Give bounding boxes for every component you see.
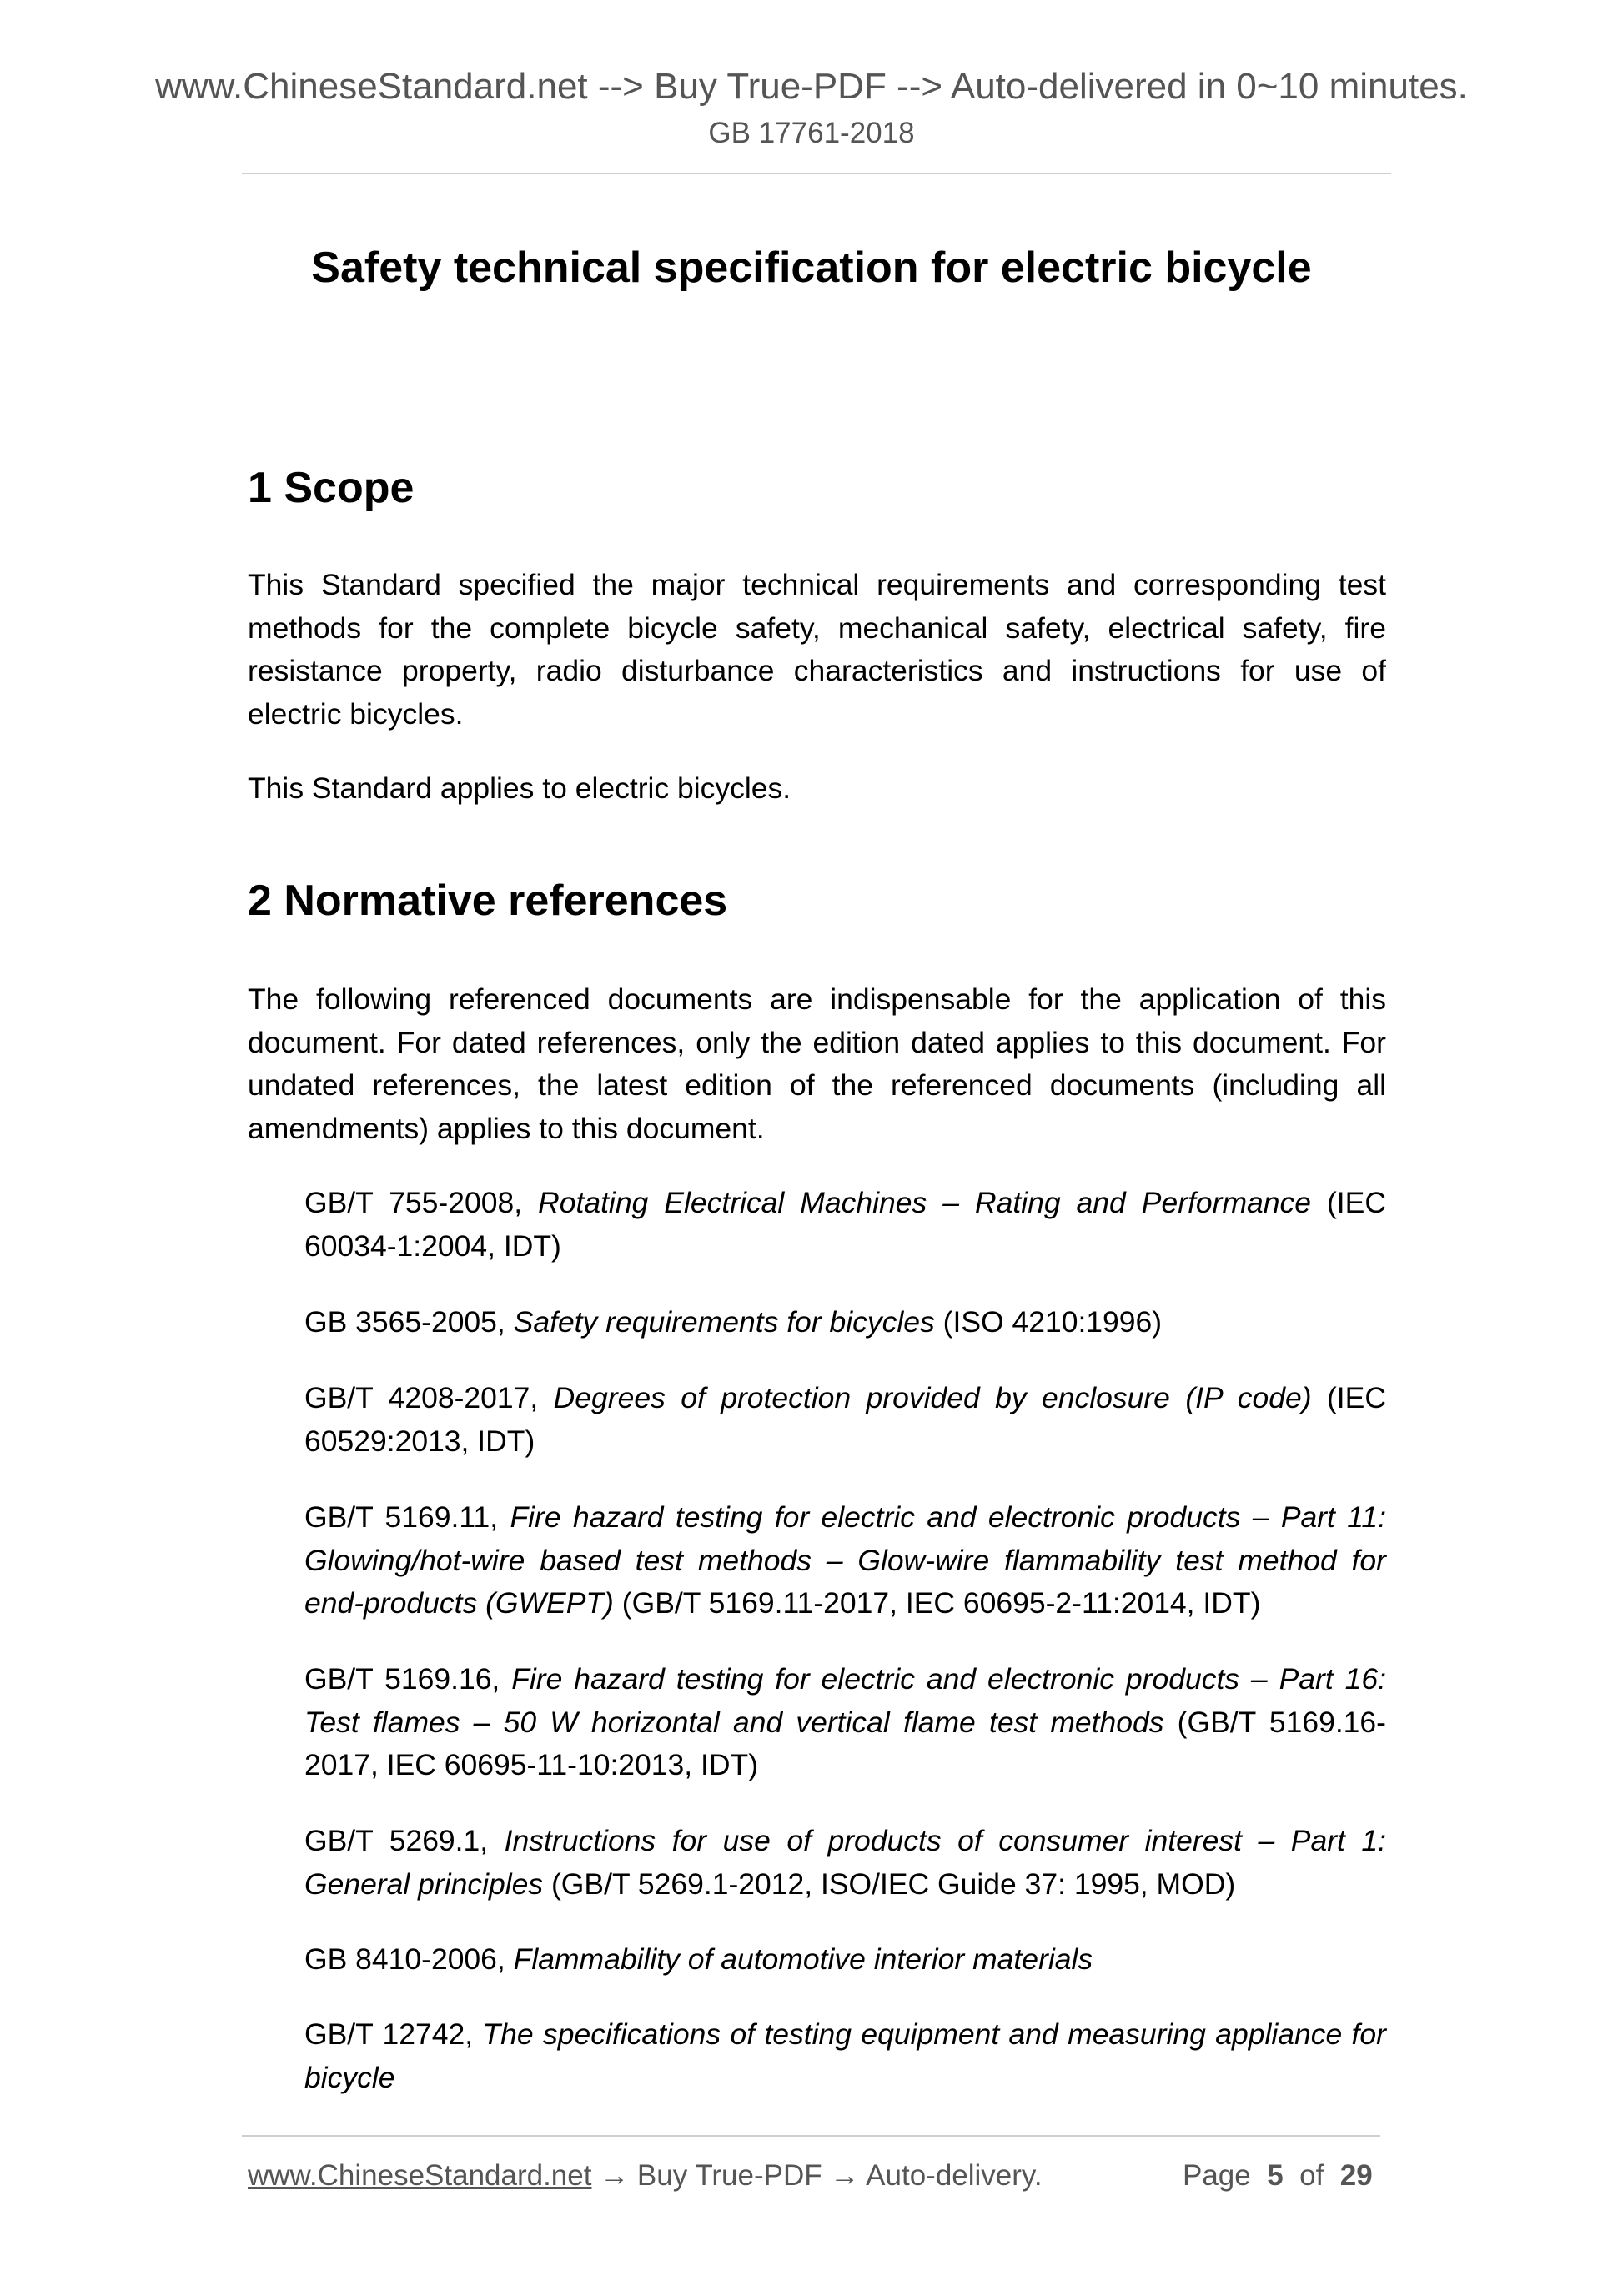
- document-title: Safety technical specification for electric bicycle: [311, 244, 1312, 292]
- reference-title: Fire hazard testing for electric and electronic products – Part 16: Test flames – 50 W horizontal and vertical flame test methods: [304, 1662, 1386, 1739]
- header-site-line: www.ChineseStandard.net --> Buy True-PDF --> Auto-delivered in 0~10 minutes.: [155, 66, 1468, 107]
- section-heading-normative-references: 2 Normative references: [248, 877, 728, 925]
- footer-promo: [248, 2157, 1043, 2195]
- footer-site-link[interactable]: www.ChineseStandard.net: [248, 2159, 592, 2192]
- reference-code: GB/T 12742,: [304, 2017, 483, 2051]
- header-standard-id: GB 17761-2018: [708, 117, 915, 149]
- reference-title: Fire hazard testing for electric and electronic products – Part 11: Glowing/hot-wire based test methods – Glow-wire flammability test method for end-products (GWEPT): [304, 1500, 1386, 1620]
- page-of-label: of: [1299, 2159, 1324, 2192]
- reference-title: Safety requirements for bicycles: [513, 1305, 935, 1339]
- reference-title: Degrees of protection provided by enclosure (IP code): [553, 1381, 1312, 1414]
- reference-item-gb-8410: [304, 1938, 1386, 1982]
- reference-code: GB 8410-2006,: [304, 1942, 514, 1976]
- reference-title: Instructions for use of products of consumer interest – Part 1: General principles: [304, 1824, 1386, 1901]
- footer-divider: [242, 2135, 1380, 2137]
- page-label: Page: [1183, 2159, 1251, 2192]
- references-intro-paragraph: The following referenced documents are indispensable for the application of this document. For dated references, only the edition dated applies to this document. For undated references, the latest edition of the referenced documents (including all amendments) applies to this document.: [248, 982, 1386, 1145]
- page-current: 5: [1267, 2159, 1284, 2192]
- reference-code: GB/T 4208-2017,: [304, 1381, 554, 1414]
- reference-code: GB/T 5269.1,: [304, 1824, 505, 1857]
- reference-code: GB/T 5169.11,: [304, 1500, 510, 1534]
- reference-note: (GB/T 5269.1-2012, ISO/IEC Guide 37: 1995, MOD): [543, 1866, 1236, 1901]
- reference-title: Rotating Electrical Machines – Rating and Performance: [538, 1186, 1311, 1219]
- reference-code: GB/T 5169.16,: [304, 1662, 512, 1696]
- reference-item-gbt-4208: [304, 1377, 1386, 1463]
- reference-note: (GB/T 5169.16-2017, IEC 60695-11-10:2013, IDT): [304, 1705, 1386, 1781]
- reference-item-gbt-5169-11: [304, 1496, 1386, 1625]
- reference-item-gb-3565: [304, 1301, 1386, 1344]
- reference-note: (ISO 4210:1996): [934, 1305, 1163, 1339]
- reference-code: GB/T 755-2008,: [304, 1186, 539, 1219]
- section-heading-scope: 1 Scope: [248, 464, 415, 512]
- reference-note: (GB/T 5169.11-2017, IEC 60695-2-11:2014, IDT): [613, 1586, 1261, 1620]
- header-divider: [242, 173, 1391, 174]
- reference-note: (IEC 60529:2013, IDT): [304, 1381, 1386, 1458]
- reference-code: GB 3565-2005,: [304, 1305, 514, 1339]
- reference-item-gbt-5169-16: [304, 1658, 1386, 1787]
- reference-item-gbt-5269-1: [304, 1820, 1386, 1906]
- reference-note: (IEC 60034-1:2004, IDT): [304, 1186, 1386, 1263]
- reference-item-gbt-755: [304, 1182, 1386, 1268]
- reference-title: The specifications of testing equipment and measuring appliance for bicycle: [304, 2017, 1386, 2094]
- scope-paragraph-2: This Standard applies to electric bicycles.: [248, 771, 791, 805]
- footer-promo-text: → Buy True-PDF → Auto-delivery.: [591, 2159, 1043, 2192]
- scope-paragraph-1: This Standard specified the major technical requirements and corresponding test methods for the complete bicycle safety, mechanical safety, electrical safety, fire resistance property, radio disturbance characteristics and instructions for use of electric bicycles.: [248, 568, 1386, 731]
- reference-item-gbt-12742: [304, 2013, 1386, 2099]
- reference-title: Flammability of automotive interior materials: [513, 1942, 1093, 1976]
- footer-page-number: [1183, 2157, 1373, 2195]
- page-total: 29: [1339, 2159, 1373, 2192]
